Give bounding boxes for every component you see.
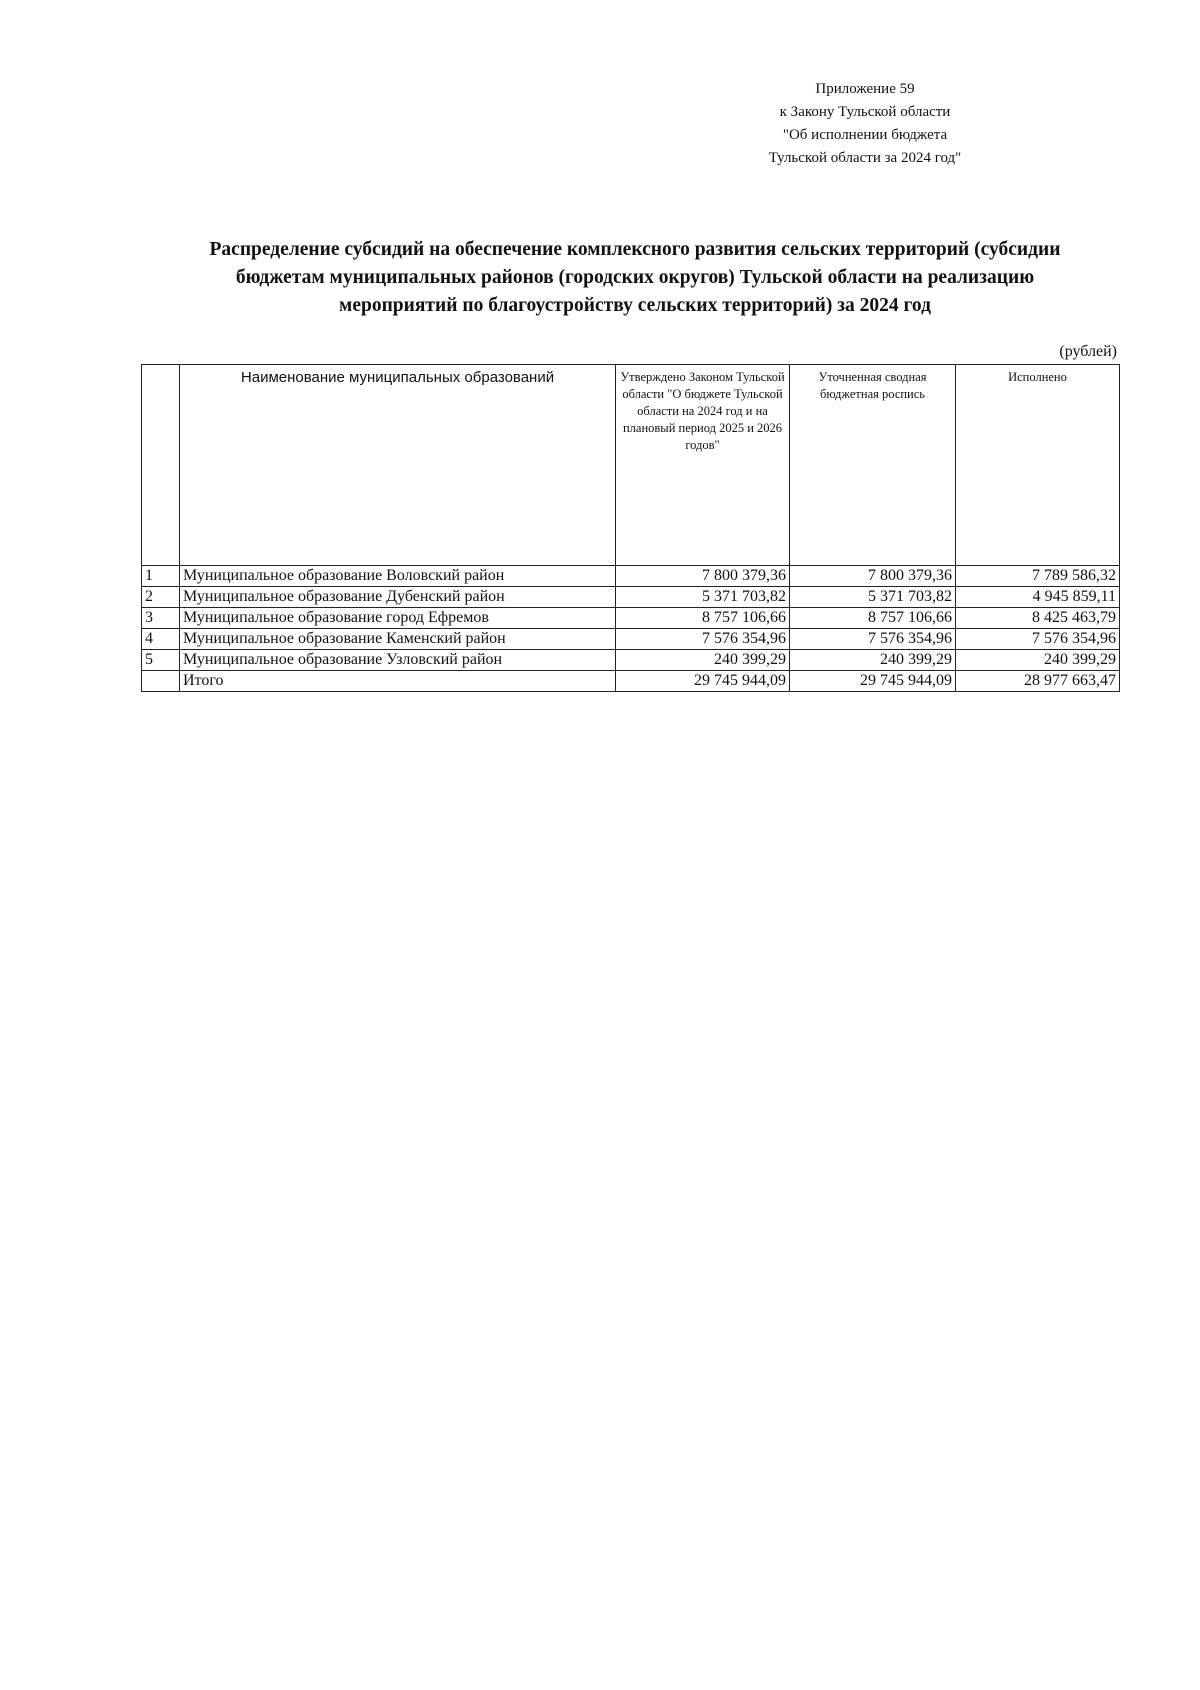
title-line: мероприятий по благоустройству сельских территорий) за 2024 год	[339, 295, 931, 316]
appendix-line: Приложение 59	[815, 81, 915, 97]
row-approved: 7 800 379,36	[616, 566, 790, 587]
row-refined: 7 800 379,36	[790, 566, 956, 587]
appendix-line: Тульской области за 2024 год"	[768, 150, 962, 166]
total-refined: 29 745 944,09	[790, 671, 956, 692]
row-name: Муниципальное образование город Ефремов	[180, 608, 616, 629]
header-refined: Уточненная сводная бюджетная роспись	[790, 365, 956, 566]
total-approved: 29 745 944,09	[616, 671, 790, 692]
row-name: Муниципальное образование Каменский район	[180, 629, 616, 650]
appendix-block	[700, 78, 1030, 170]
row-executed: 8 425 463,79	[956, 608, 1120, 629]
row-index: 4	[142, 629, 180, 650]
row-index: 5	[142, 650, 180, 671]
subsidy-table	[141, 364, 1120, 692]
row-executed: 240 399,29	[956, 650, 1120, 671]
row-executed: 7 789 586,32	[956, 566, 1120, 587]
appendix-line: к Закону Тульской области	[779, 104, 951, 120]
total-executed: 28 977 663,47	[956, 671, 1120, 692]
row-approved: 8 757 106,66	[616, 608, 790, 629]
document-title	[150, 236, 1120, 320]
table-total-row	[142, 671, 1120, 692]
title-line: Распределение субсидий на обеспечение комплексного развития сельских территорий (субсидии	[209, 239, 1061, 260]
row-name: Муниципальное образование Узловский район	[180, 650, 616, 671]
row-executed: 7 576 354,96	[956, 629, 1120, 650]
title-line: бюджетам муниципальных районов (городских округов) Тульской области на реализацию	[235, 267, 1035, 288]
table-header-row	[142, 365, 1120, 566]
total-name: Итого	[180, 671, 616, 692]
row-index: 1	[142, 566, 180, 587]
units-label: (рублей)	[1059, 343, 1117, 360]
row-executed: 4 945 859,11	[956, 587, 1120, 608]
appendix-line: "Об исполнении бюджета	[782, 127, 948, 143]
table-row	[142, 587, 1120, 608]
row-approved: 5 371 703,82	[616, 587, 790, 608]
header-executed: Исполнено	[956, 365, 1120, 566]
row-name: Муниципальное образование Дубенский район	[180, 587, 616, 608]
row-approved: 7 576 354,96	[616, 629, 790, 650]
header-approved: Утверждено Законом Тульской области "О бюджете Тульской области на 2024 год и на плановый период 2025 и 2026 годов"	[616, 365, 790, 566]
row-refined: 5 371 703,82	[790, 587, 956, 608]
row-name: Муниципальное образование Воловский район	[180, 566, 616, 587]
row-index: 3	[142, 608, 180, 629]
row-approved: 240 399,29	[616, 650, 790, 671]
header-index	[142, 365, 180, 566]
table-row	[142, 566, 1120, 587]
header-name: Наименование муниципальных образований	[180, 365, 616, 566]
row-index: 2	[142, 587, 180, 608]
table-row	[142, 650, 1120, 671]
table-row	[142, 629, 1120, 650]
row-refined: 8 757 106,66	[790, 608, 956, 629]
row-refined: 7 576 354,96	[790, 629, 956, 650]
total-index	[142, 671, 180, 692]
row-refined: 240 399,29	[790, 650, 956, 671]
table-row	[142, 608, 1120, 629]
